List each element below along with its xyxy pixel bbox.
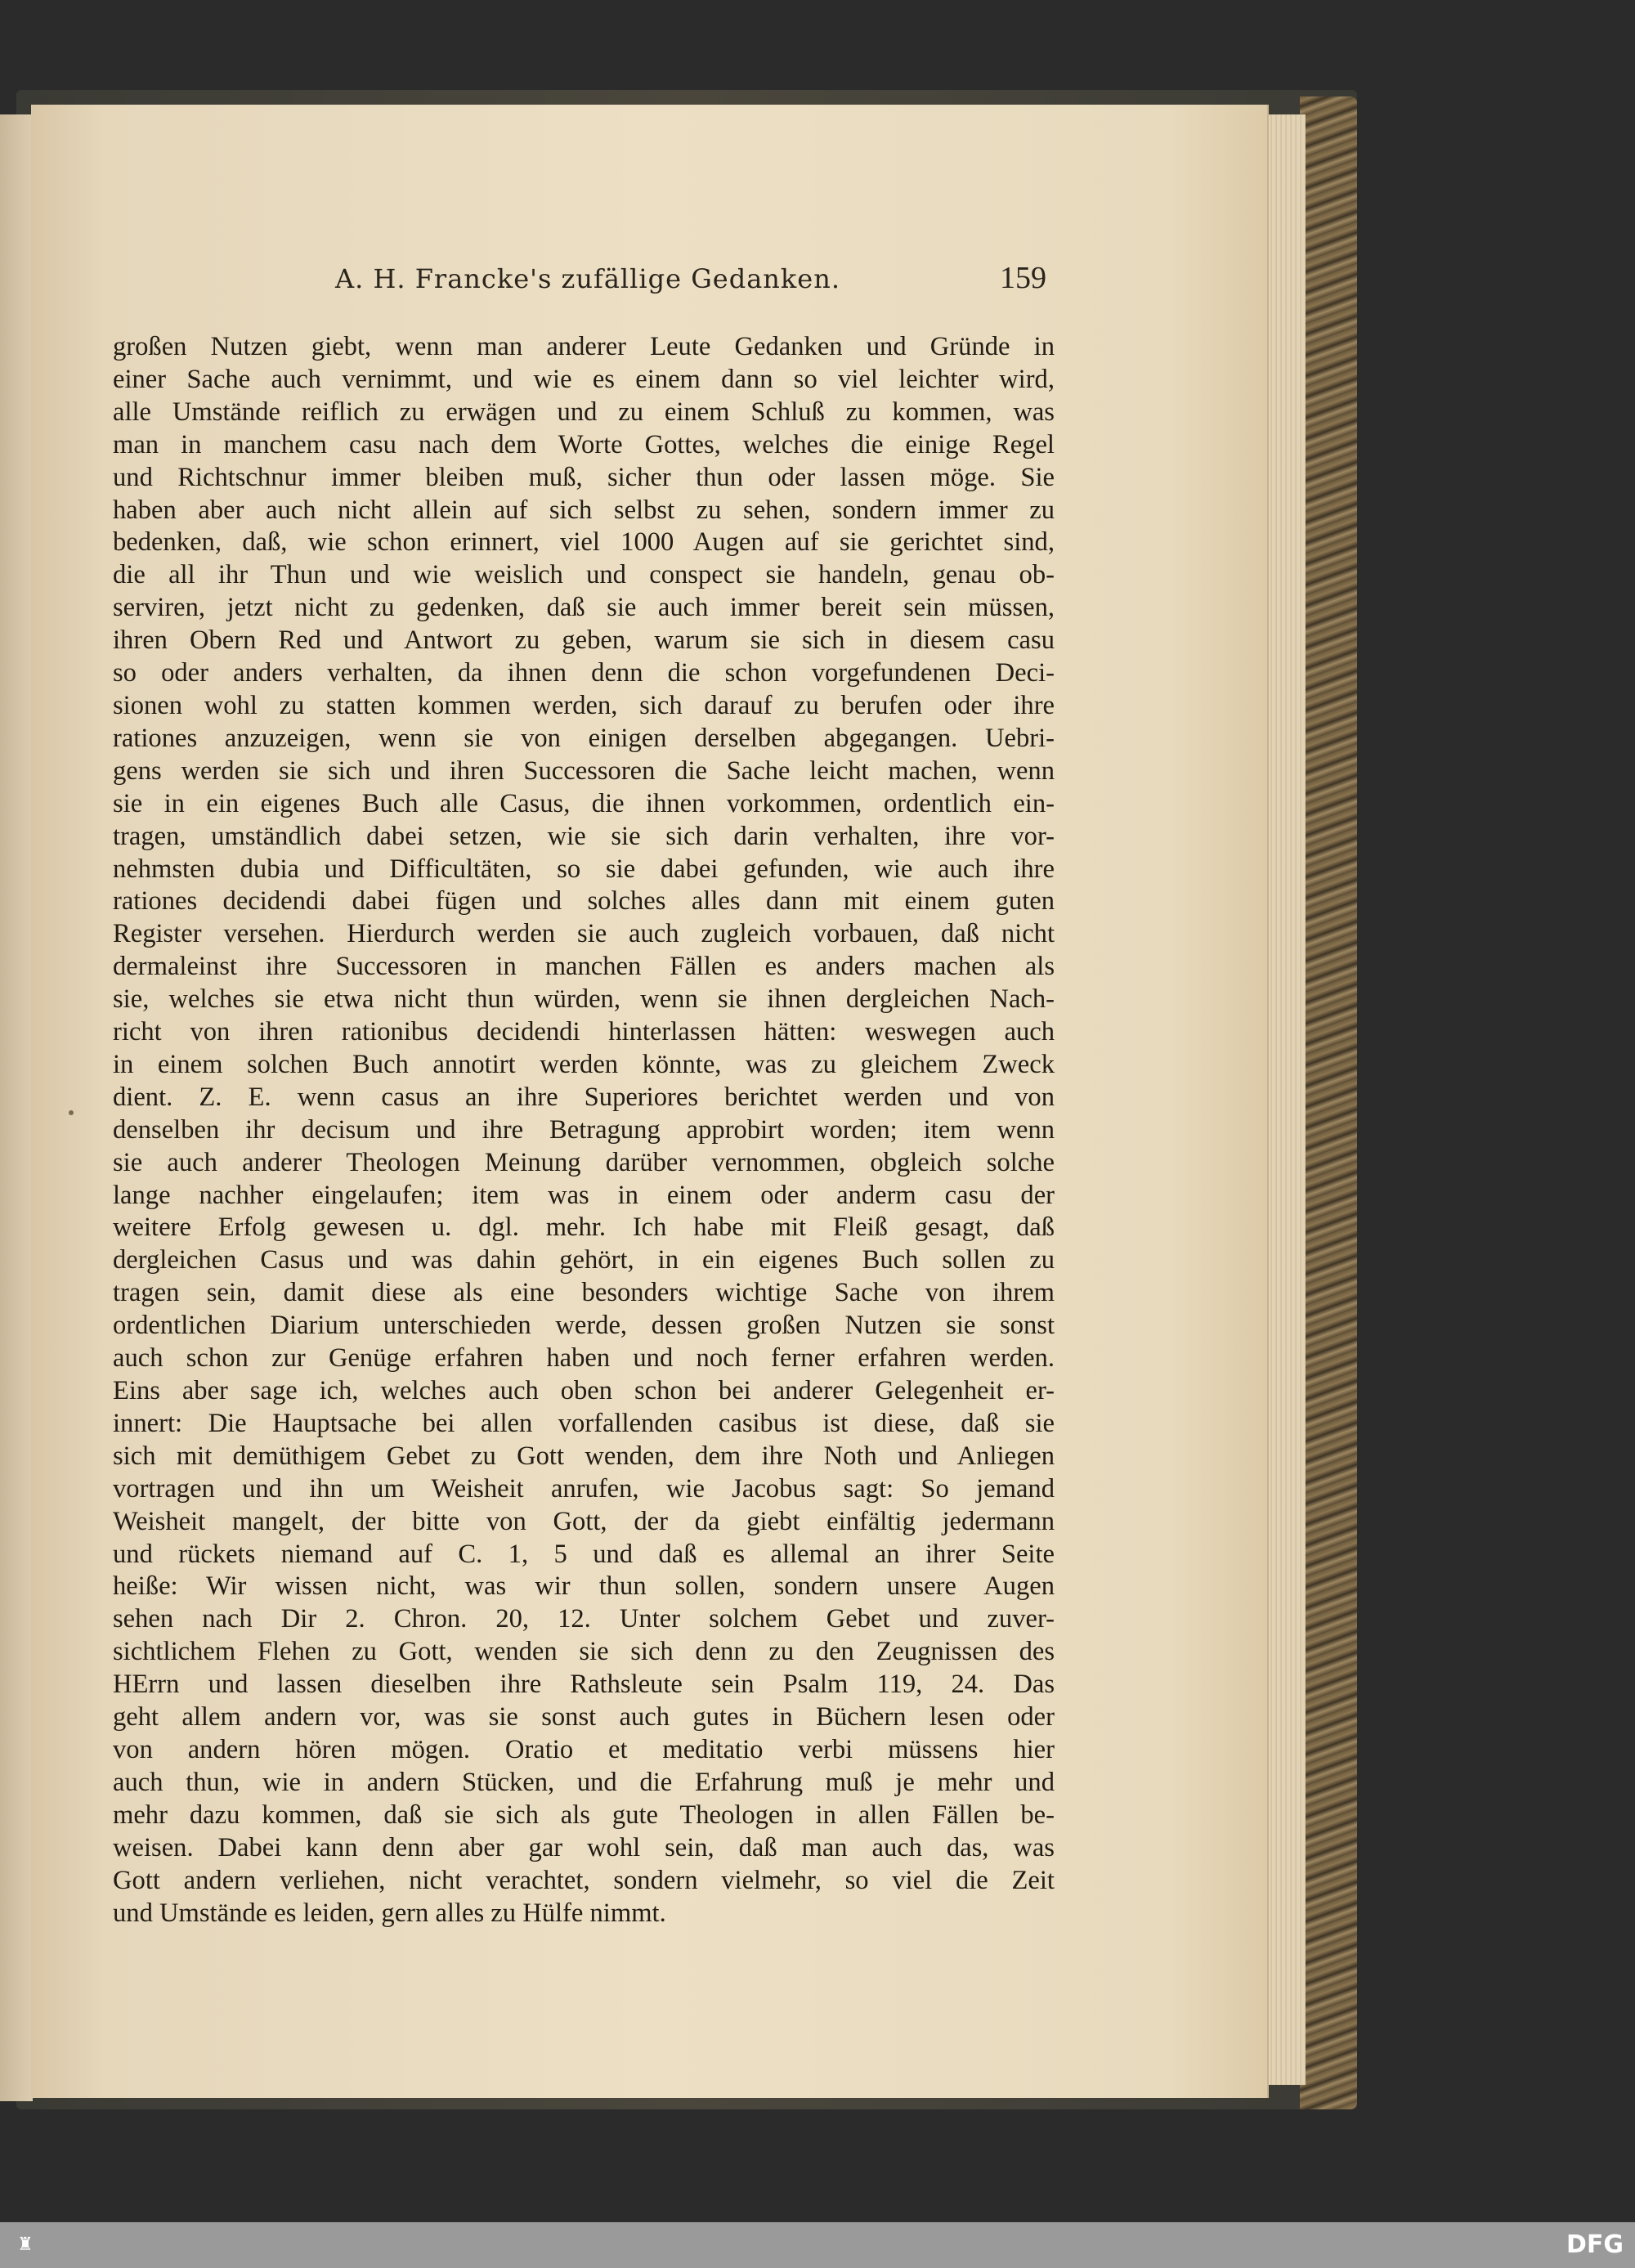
library-logo	[7, 2225, 44, 2265]
text-line: ordentlichen Diarium unterschieden werde, dessen großen Nutzen sie sonst	[113, 1311, 1055, 1341]
text-line: sich mit demüthigem Gebet zu Gott wenden, dem ihre Noth und Anliegen	[113, 1441, 1055, 1471]
left-page-edge	[0, 114, 33, 2101]
text-line: serviren, jetzt nicht zu gedenken, daß sie auch immer bereit sein müssen,	[113, 593, 1055, 623]
text-line: denselben ihr decisum und ihre Betragung approbirt worden; item wenn	[113, 1114, 1055, 1145]
text-line: tragen, umständlich dabei setzen, wie sie sich darin verhalten, ihre vor-	[113, 821, 1055, 851]
text-line: rationes decidendi dabei fügen und solches alles dann mit einem guten	[113, 886, 1055, 917]
text-line: sie auch anderer Theologen Meinung darüber vernommen, obgleich solche	[113, 1147, 1055, 1177]
text-line: nehmsten dubia und Difficultäten, so sie dabei gefunden, wie auch ihre	[113, 854, 1055, 884]
text-line: mehr dazu kommen, daß sie sich als gute Theologen in allen Fällen be-	[113, 1800, 1055, 1830]
text-line: Gott andern verliehen, nicht verachtet, sondern vielmehr, so viel die Zeit	[113, 1865, 1055, 1895]
text-line: haben aber auch nicht allein auf sich selbst zu sehen, sondern immer zu	[113, 495, 1055, 525]
text-line: vortragen und ihn um Weisheit anrufen, wie Jacobus sagt: So jemand	[113, 1473, 1055, 1504]
text-line: gens werden sie sich und ihren Successoren die Sache leicht machen, wenn	[113, 755, 1055, 786]
text-line: und Umstände es leiden, gern alles zu Hülfe nimmt.	[113, 1898, 666, 1928]
text-line: dermaleinst ihre Successoren in manchen Fällen es anders machen als	[113, 952, 1055, 982]
text-line: dergleichen Casus und was dahin gehört, in ein eigenes Buch sollen zu	[113, 1245, 1055, 1275]
margin-mark	[69, 1110, 74, 1115]
body-text	[113, 331, 1055, 1930]
text-line: auch thun, wie in andern Stücken, und die Erfahrung muß je mehr und	[113, 1767, 1055, 1797]
text-line: geht allem andern vor, was sie sonst auch gutes in Büchern lesen oder	[113, 1702, 1055, 1732]
text-line: von andern hören mögen. Oratio et meditatio verbi müssens hier	[113, 1734, 1055, 1764]
text-line: in einem solchen Buch annotirt werden könnte, was zu gleichem Zweck	[113, 1049, 1055, 1079]
text-line: man in manchem casu nach dem Worte Gottes, welches die einige Regel	[113, 429, 1055, 459]
text-line: und Richtschnur immer bleiben muß, sicher thun oder lassen möge. Sie	[113, 462, 1055, 492]
library-seal-icon: ♜	[17, 2234, 34, 2255]
text-line: sie in ein eigenes Buch alle Casus, die ihnen vorkommen, ordentlich ein-	[113, 788, 1055, 818]
text-line: Weisheit mangelt, der bitte von Gott, der da giebt einfältig jedermann	[113, 1506, 1055, 1536]
text-line: rationes anzuzeigen, wenn sie von einigen derselben abgegangen. Uebri-	[113, 723, 1055, 753]
text-line: Eins aber sage ich, welches auch oben schon bei anderer Gelegenheit er-	[113, 1376, 1055, 1405]
page-stack-edge	[1263, 114, 1306, 2085]
text-line: tragen sein, damit diese als eine besonders wichtige Sache von ihrem	[113, 1278, 1055, 1308]
footer-bar	[0, 2222, 1635, 2268]
text-line: sichtlichem Flehen zu Gott, wenden sie sich denn zu den Zeugnissen des	[113, 1637, 1055, 1667]
text-line: so oder anders verhalten, da ihnen denn die schon vorgefundenen Deci-	[113, 658, 1055, 688]
text-line: weitere Erfolg gewesen u. dgl. mehr. Ich habe mit Fleiß gesagt, daß	[113, 1212, 1055, 1243]
text-line: einer Sache auch vernimmt, und wie es einem dann so viel leichter wird,	[113, 364, 1055, 394]
text-line: sionen wohl zu statten kommen werden, sich darauf zu berufen oder ihre	[113, 690, 1055, 720]
text-line: Register versehen. Hierdurch werden sie auch zugleich vorbauen, daß nicht	[113, 919, 1055, 949]
text-line: großen Nutzen giebt, wenn man anderer Leute Gedanken und Gründe in	[113, 332, 1055, 361]
text-line: richt von ihren rationibus decidendi hinterlassen hätten: weswegen auch	[113, 1017, 1055, 1047]
text-line: innert: Die Hauptsache bei allen vorfallenden casibus ist diese, daß sie	[113, 1408, 1055, 1438]
text-line: die all ihr Thun und wie weislich und conspect sie handeln, genau ob-	[113, 560, 1055, 590]
text-line: dient. Z. E. wenn casus an ihre Superiores berichtet werden und von	[113, 1082, 1055, 1112]
text-line: sehen nach Dir 2. Chron. 20, 12. Unter solchem Gebet und zuver-	[113, 1604, 1055, 1634]
text-line: HErrn und lassen dieselben ihre Rathsleute sein Psalm 119, 24. Das	[113, 1670, 1055, 1700]
text-line: ihren Obern Red und Antwort zu geben, warum sie sich in diesem casu	[113, 625, 1055, 656]
text-line: bedenken, daß, wie schon erinnert, viel 1000 Augen auf sie gerichtet sind,	[113, 527, 1055, 558]
text-line: und rückets niemand auf C. 1, 5 und daß es allemal an ihrer Seite	[113, 1539, 1055, 1569]
marbled-cover-edge	[1300, 96, 1357, 2109]
text-line: lange nachher eingelaufen; item was in einem oder anderm casu der	[113, 1180, 1055, 1210]
text-line: auch schon zur Genüge erfahren haben und noch ferner erfahren werden.	[113, 1343, 1055, 1374]
dfg-mark: DFG	[1566, 2230, 1624, 2259]
text-line: heiße: Wir wissen nicht, was wir thun sollen, sondern unsere Augen	[113, 1571, 1055, 1602]
page-number: 159	[1000, 261, 1046, 295]
text-line: sie, welches sie etwa nicht thun würden, wenn sie ihnen dergleichen Nach-	[113, 984, 1055, 1015]
text-line: alle Umstände reiflich zu erwägen und zu einem Schluß zu kommen, was	[113, 397, 1055, 427]
text-line: weisen. Dabei kann denn aber gar wohl sein, daß man auch das, was	[113, 1832, 1055, 1862]
running-head	[114, 260, 1046, 296]
running-title: A. H. Francke's zufällige Gedanken.	[335, 263, 840, 294]
